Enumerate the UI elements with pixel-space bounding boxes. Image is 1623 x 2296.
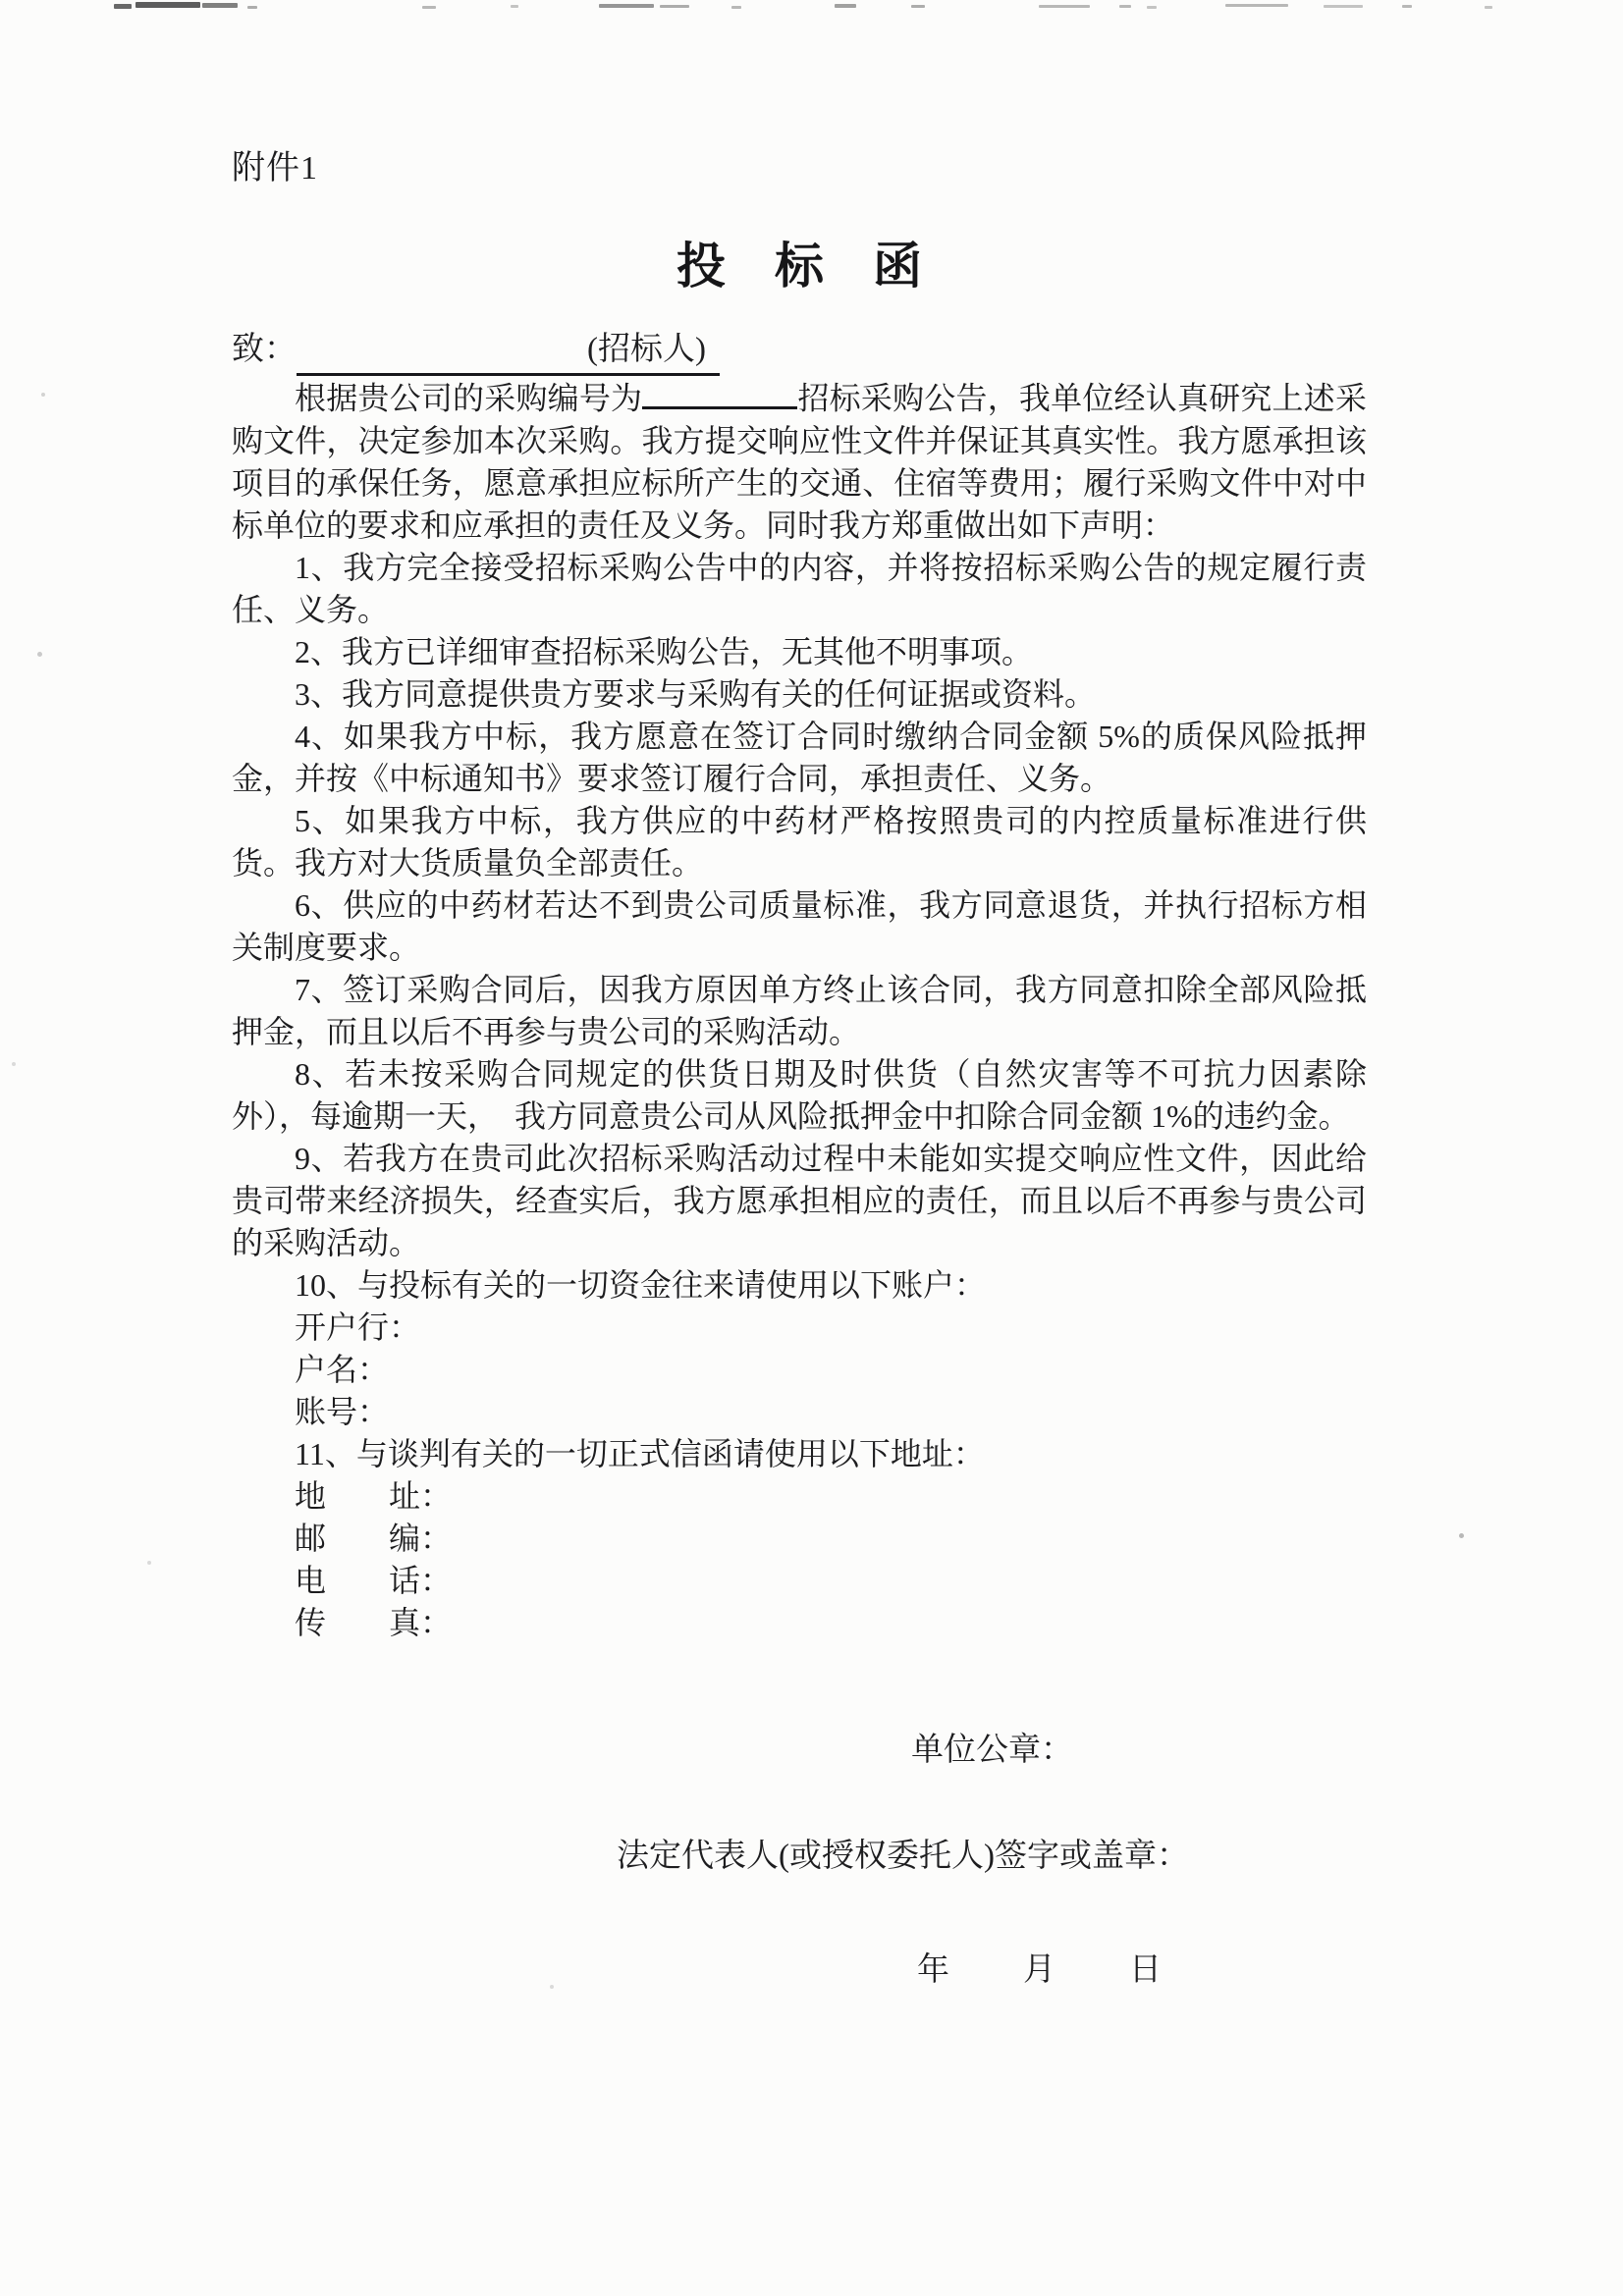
scan-artifact [1147, 6, 1157, 9]
declaration-item-7: 7、签订采购合同后，因我方原因单方终止该合同，我方同意扣除全部风险抵押金，而且以后不再参与贵公司的采购活动。 [232, 971, 1367, 1049]
scan-artifact [422, 6, 436, 9]
address-line-address: 地 址： [295, 1477, 453, 1514]
bank-line-account-number: 账号： [295, 1393, 390, 1429]
scan-speck [147, 1561, 151, 1565]
declaration-item-4: 4、如果我方中标，我方愿意在签订合同时缴纳合同金额 5%的质保风险抵押金，并按《中标通知书》要求签订履行合同，承担责任、义务。 [232, 718, 1367, 796]
scan-speck [1459, 1533, 1464, 1538]
salutation-prefix: 致： [232, 332, 297, 367]
scan-speck [37, 652, 42, 657]
intro-paragraph [232, 376, 1367, 547]
salutation-underline [297, 326, 720, 376]
scan-artifact [1225, 4, 1288, 7]
scan-speck [12, 1062, 16, 1066]
scan-artifact [1039, 5, 1090, 8]
declaration-item-6: 6、供应的中药材若达不到贵公司质量标准，我方同意退货，并执行招标方相关制度要求。 [232, 886, 1367, 965]
bank-line-account-name: 户名： [295, 1351, 390, 1387]
declaration-item-3: 3、我方同意提供贵方要求与采购有关的任何证据或资料。 [295, 675, 1097, 712]
scan-artifact [1402, 5, 1412, 8]
bank-line-opening-bank: 开户行： [295, 1308, 421, 1345]
document-title: 投 标 函 [676, 239, 922, 294]
declaration-item-8: 8、若未按采购合同规定的供货日期及时供货（自然灾害等不可抗力因素除外），每逾期一天， 我方同意贵公司从风险抵押金中扣除合同金额 1%的违约金。 [232, 1055, 1367, 1134]
intro-before-blank: 根据贵公司的采购编号为 [295, 380, 643, 416]
company-seal-label: 单位公章： [911, 1732, 1073, 1768]
addressee-label: (招标人) [587, 332, 706, 367]
scan-artifact [202, 3, 238, 8]
declaration-item-1: 1、我方完全接受招标采购公告中的内容，并将按招标采购公告的规定履行责任、义务。 [232, 549, 1367, 627]
declaration-item-11: 11、与谈判有关的一切正式信函请使用以下地址： [295, 1435, 985, 1471]
date-line: 年 月 日 [917, 1951, 1164, 1988]
address-line-phone: 电 话： [295, 1562, 453, 1598]
scan-artifact [1485, 6, 1492, 9]
scan-artifact [1324, 5, 1363, 8]
scan-artifact [599, 4, 654, 8]
declaration-item-2: 2、我方已详细审查招标采购公告，无其他不明事项。 [295, 633, 1034, 669]
attachment-label: 附件1 [232, 150, 318, 187]
scan-artifact [660, 5, 689, 8]
salutation-line [232, 326, 1367, 376]
scan-artifact [247, 6, 257, 9]
document-content [232, 147, 1367, 1992]
declaration-item-5: 5、如果我方中标，我方供应的中药材严格按照贵司的内控质量标准进行供货。我方对大货质量负全部责任。 [232, 802, 1367, 881]
scan-speck [41, 393, 45, 397]
scan-artifact [114, 4, 132, 9]
declaration-item-9: 9、若我方在贵司此次招标采购活动过程中未能如实提交响应性文件，因此给贵司带来经济损失，经查实后，我方愿承担相应的责任，而且以后不再参与贵公司的采购活动。 [232, 1140, 1367, 1260]
scan-artifact [835, 4, 856, 8]
declaration-item-10: 10、与投标有关的一切资金往来请使用以下账户： [295, 1266, 987, 1303]
legal-representative-label: 法定代表人(或授权委托人)签字或盖章： [617, 1838, 1189, 1874]
intro-after-blank: 招标采购公告，我单位经认真研究上述采购文件，决定参加本次采购。我方提交响应性文件并保证其真实性。我方愿承担该项目的承保任务，愿意承担应标所产生的交通、住宿等费用；履行采购文件中对中标单位的要求和应承担的责任及义务。同时我方郑重做出如下声明： [232, 380, 1367, 543]
address-line-fax: 传 真： [295, 1604, 453, 1640]
scan-artifact [911, 5, 925, 8]
address-line-postcode: 邮 编： [295, 1520, 453, 1556]
scan-artifact [1119, 5, 1131, 8]
scan-artifact [511, 5, 518, 8]
scan-artifact [135, 2, 200, 8]
procurement-number-blank [642, 376, 797, 409]
scan-artifact [731, 6, 741, 9]
